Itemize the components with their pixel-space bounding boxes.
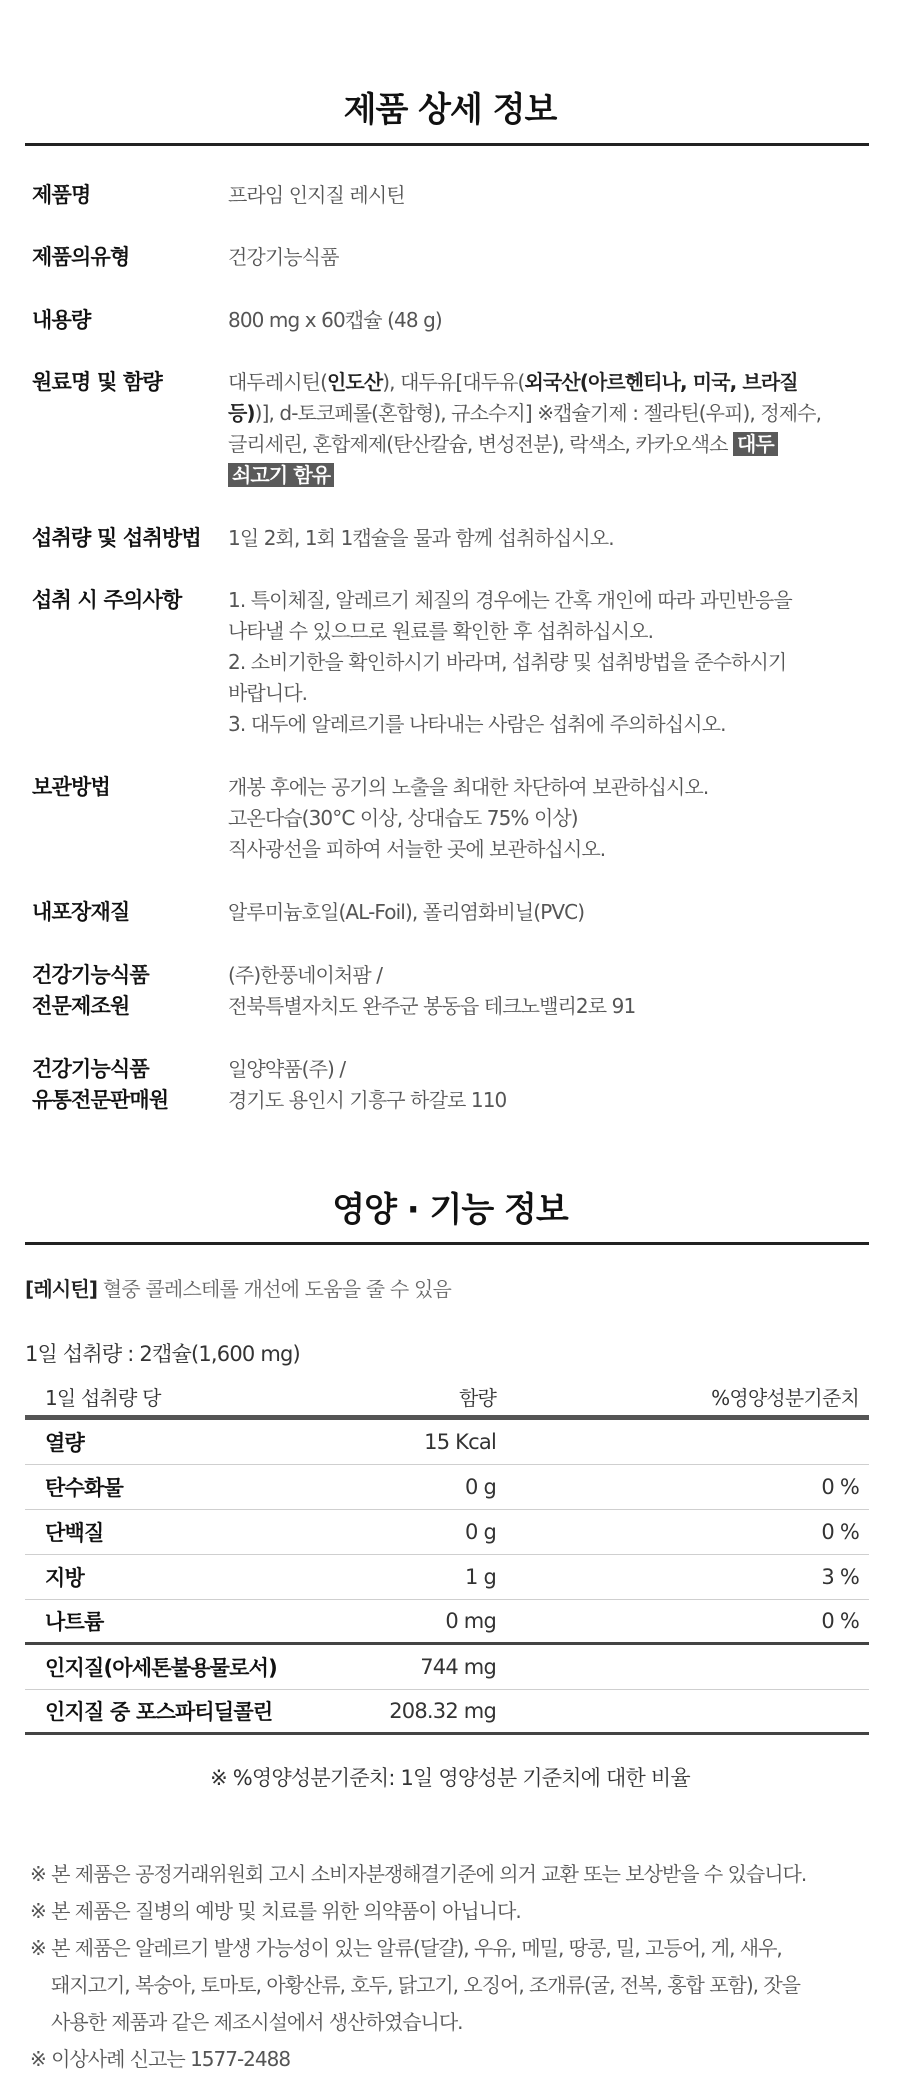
distributor-line: 일양약품(주) / <box>228 1057 346 1081</box>
text-run: 글리세린, 혼합제제(탄산칼슘, 변성전분), 락색소, 카카오색소 <box>228 432 734 456</box>
detail-label <box>32 1054 227 1116</box>
detail-value <box>228 772 878 865</box>
manufacturer-line: (주)한풍네이처팜 / <box>228 963 383 987</box>
detail-label: 섭취량 및 섭취방법 <box>32 526 201 550</box>
precaution-line: 나타낼 수 있으므로 원료를 확인한 후 섭취하십시오. <box>228 619 654 643</box>
header-cell: 1일 섭취량 당 <box>45 1386 161 1410</box>
allergen-highlight: 쇠고기 함유 <box>228 463 334 487</box>
nutrient-name: 단백질 <box>45 1521 104 1545</box>
nutrient-amount: 208.32 mg <box>389 1699 496 1723</box>
origin-bold: 인도산 <box>327 370 383 394</box>
detail-value <box>228 960 878 1022</box>
detail-value <box>228 367 878 491</box>
detail-label: 내용량 <box>32 308 91 332</box>
text-run: ), 대두유[대두유( <box>382 370 525 394</box>
allergen-highlight: 대두 <box>733 432 778 456</box>
detail-value <box>228 585 878 740</box>
nutrition-table <box>25 1378 869 1735</box>
footnote: ※ 본 제품은 알레르기 발생 가능성이 있는 알류(달걀), 우유, 메밀, 땅콩, 밀, 고등어, 게, 새우, <box>30 1936 782 1960</box>
ingredients-line-3 <box>228 429 878 460</box>
header-cell: 함량 <box>458 1386 496 1410</box>
table-row <box>25 1645 869 1690</box>
distributor-line: 경기도 용인시 기흥구 하갈로 110 <box>228 1088 507 1112</box>
nutrient-name: 열량 <box>45 1431 84 1455</box>
table-row <box>25 1600 869 1645</box>
text-run: )], d-토코페롤(혼합형), 규소수지] ※캡슐기제 : 젤라틴(우피), 정제수, <box>254 401 822 425</box>
nutrient-percent: 0 % <box>821 1609 859 1633</box>
header-cell: %영양성분기준치 <box>711 1386 859 1410</box>
footnote-continuation: 사용한 제품과 같은 제조시설에서 생산하였습니다. <box>51 2010 463 2034</box>
nutrient-name: 탄수화물 <box>45 1476 123 1500</box>
text-run: 대두레시틴( <box>228 370 328 394</box>
nutrient-name: 지방 <box>45 1566 84 1590</box>
footnotes <box>30 1856 880 2078</box>
nutrient-amount: 0 g <box>465 1475 496 1499</box>
table-row <box>25 1465 869 1510</box>
storage-line: 개봉 후에는 공기의 노출을 최대한 차단하여 보관하십시오. <box>228 775 709 799</box>
ingredients-line-1 <box>228 367 878 398</box>
detail-label: 제품명 <box>32 183 91 207</box>
details-title-rule <box>25 143 869 146</box>
origin-bold: 등) <box>228 401 255 425</box>
detail-label: 제품의유형 <box>32 245 130 269</box>
detail-label: 원료명 및 함량 <box>32 370 162 394</box>
detail-label <box>32 960 227 1022</box>
nutrient-amount: 0 g <box>465 1520 496 1544</box>
nutrient-amount: 1 g <box>465 1565 496 1589</box>
origin-bold: 외국산(아르헨티나, 미국, 브라질 <box>524 370 798 394</box>
function-claim <box>25 1273 451 1302</box>
footnote: ※ 본 제품은 질병의 예방 및 치료를 위한 의약품이 아닙니다. <box>30 1899 521 1923</box>
footnote-continuation: 돼지고기, 복숭아, 토마토, 아황산류, 호두, 닭고기, 오징어, 조개류(굴, 전복, 홍합 포함), 잣을 <box>51 1973 800 1997</box>
detail-label: 보관방법 <box>32 775 110 799</box>
precaution-line: 1. 특이체질, 알레르기 체질의 경우에는 간혹 개인에 따라 과민반응을 <box>228 588 792 612</box>
serving-size: 1일 섭취량 : 2캡슐(1,600 mg) <box>25 1342 300 1366</box>
details-title: 제품 상세 정보 <box>343 90 557 130</box>
table-row <box>25 1690 869 1735</box>
label-line: 건강기능식품 <box>32 963 149 987</box>
nutrient-amount: 744 mg <box>420 1655 496 1679</box>
footnote: ※ 본 제품은 공정거래위원회 고시 소비자분쟁해결기준에 의거 교환 또는 보상받을 수 있습니다. <box>30 1862 807 1886</box>
detail-label: 내포장재질 <box>32 900 130 924</box>
nutrient-amount: 15 Kcal <box>424 1430 496 1454</box>
detail-value: 800 mg x 60캡슐 (48 g) <box>228 308 442 332</box>
precaution-line: 바랍니다. <box>228 681 308 705</box>
nutrient-name: 나트륨 <box>45 1610 104 1634</box>
footnote: ※ 이상사례 신고는 1577-2488 <box>30 2047 291 2071</box>
function-claim-tag: [레시틴] <box>25 1277 98 1301</box>
nutrient-amount: 0 mg <box>445 1609 496 1633</box>
nutrient-percent: 0 % <box>821 1520 859 1544</box>
function-claim-text: 혈중 콜레스테롤 개선에 도움을 줄 수 있음 <box>97 1277 451 1301</box>
manufacturer-line: 전북특별자치도 완주군 봉동읍 테크노밸리2로 91 <box>228 994 636 1018</box>
nutrient-name: 인지질 중 포스파티딜콜린 <box>45 1700 273 1724</box>
nutrition-header-row <box>25 1378 869 1415</box>
ingredients-line-2 <box>228 398 878 429</box>
detail-label: 섭취 시 주의사항 <box>32 588 182 612</box>
detail-value: 1일 2회, 1회 1캡슐을 물과 함께 섭취하십시오. <box>228 526 614 550</box>
storage-line: 직사광선을 피하여 서늘한 곳에 보관하십시오. <box>228 837 606 861</box>
label-line: 전문제조원 <box>32 994 130 1018</box>
nutrient-percent: 0 % <box>821 1475 859 1499</box>
detail-value: 프라임 인지질 레시틴 <box>228 183 405 207</box>
table-row <box>25 1420 869 1465</box>
precaution-line: 2. 소비기한을 확인하시기 바라며, 섭취량 및 섭취방법을 준수하시기 <box>228 650 787 674</box>
detail-value: 건강기능식품 <box>228 245 339 269</box>
ingredients-line-4 <box>228 460 878 491</box>
detail-value: 알루미늄호일(AL-Foil), 폴리염화비닐(PVC) <box>228 900 585 924</box>
percent-note: ※ %영양성분기준치: 1일 영양성분 기준치에 대한 비율 <box>210 1766 690 1790</box>
label-line: 유통전문판매원 <box>32 1088 169 1112</box>
nutrition-title-rule <box>25 1242 869 1245</box>
precaution-line: 3. 대두에 알레르기를 나타내는 사람은 섭취에 주의하십시오. <box>228 712 726 736</box>
nutrient-percent: 3 % <box>821 1565 859 1589</box>
table-row <box>25 1510 869 1555</box>
label-line: 건강기능식품 <box>32 1057 149 1081</box>
storage-line: 고온다습(30°C 이상, 상대습도 75% 이상) <box>228 806 578 830</box>
nutrition-title: 영양 · 기능 정보 <box>332 1190 568 1230</box>
detail-value <box>228 1054 878 1116</box>
nutrient-name: 인지질(아세톤불용물로서) <box>45 1656 277 1680</box>
table-row <box>25 1555 869 1600</box>
